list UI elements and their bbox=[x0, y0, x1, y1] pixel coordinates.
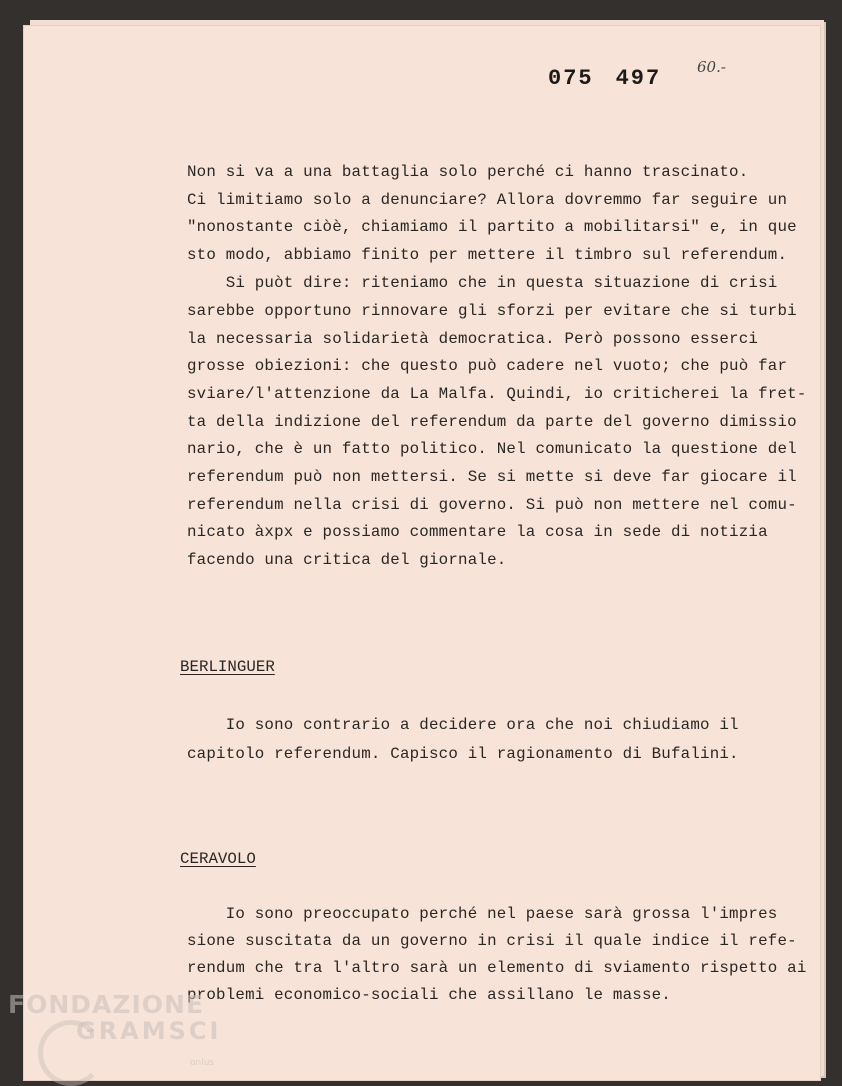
text-line: Io sono preoccupato perché nel paese sarà grossa l'impres bbox=[187, 905, 778, 923]
document-number-part2: 497 bbox=[615, 66, 662, 91]
speaker-heading: BERLINGUER bbox=[180, 658, 275, 676]
watermark bbox=[8, 990, 221, 1045]
text-line: problemi economico-sociali che assillano le masse. bbox=[187, 986, 671, 1004]
text-line: nicato àxpx e possiamo commentare la cosa in sede di notizia bbox=[187, 523, 768, 541]
speaker-heading: CERAVOLO bbox=[180, 850, 256, 868]
text-line: Ci limitiamo solo a denunciare? Allora dovremmo far seguire un bbox=[187, 191, 788, 209]
watermark-line1: FONDAZIONE bbox=[8, 990, 205, 1019]
text-line: grosse obiezioni: che questo può cadere nel vuoto; che può far bbox=[187, 357, 788, 375]
text-line: Si puòt dire: riteniamo che in questa situazione di crisi bbox=[187, 274, 778, 292]
text-line: sviare/l'attenzione da La Malfa. Quindi, io criticherei la fret- bbox=[187, 385, 807, 403]
text-line: Non si va a una battaglia solo perché ci hanno trascinato. bbox=[187, 163, 749, 181]
text-line: sarebbe opportuno rinnovare gli sforzi per evitare che si turbi bbox=[187, 302, 797, 320]
handwritten-note: 60.- bbox=[697, 58, 726, 76]
text-line: sto modo, abbiamo finito per mettere il timbro sul referendum. bbox=[187, 246, 788, 264]
text-line: sione suscitata da un governo in crisi il quale indice il refe- bbox=[187, 932, 797, 950]
text-line: capitolo referendum. Capisco il ragionamento di Bufalini. bbox=[187, 745, 739, 763]
text-line: la necessaria solidarietà democratica. Però possono esserci bbox=[187, 330, 759, 348]
text-line: facendo una critica del giornale. bbox=[187, 551, 507, 569]
watermark-line2: GRAMSCI bbox=[76, 1017, 222, 1045]
text-line: nario, che è un fatto politico. Nel comunicato la questione del bbox=[187, 440, 797, 458]
text-line: ta della indizione del referendum da parte del governo dimissio bbox=[187, 413, 797, 431]
document-number-part1: 075 bbox=[548, 66, 594, 91]
watermark-sub: onlus bbox=[190, 1058, 215, 1068]
text-line: referendum può non mettersi. Se si mette si deve far giocare il bbox=[187, 468, 797, 486]
text-line: referendum nella crisi di governo. Si può non mettere nel comu- bbox=[187, 496, 797, 514]
text-line: Io sono contrario a decidere ora che noi chiudiamo il bbox=[187, 716, 739, 734]
document-number bbox=[548, 66, 683, 91]
text-line: rendum che tra l'altro sarà un elemento di sviamento rispetto ai bbox=[187, 959, 807, 977]
text-line: "nonostante ciòè, chiamiamo il partito a mobilitarsi" e, in que bbox=[187, 218, 797, 236]
